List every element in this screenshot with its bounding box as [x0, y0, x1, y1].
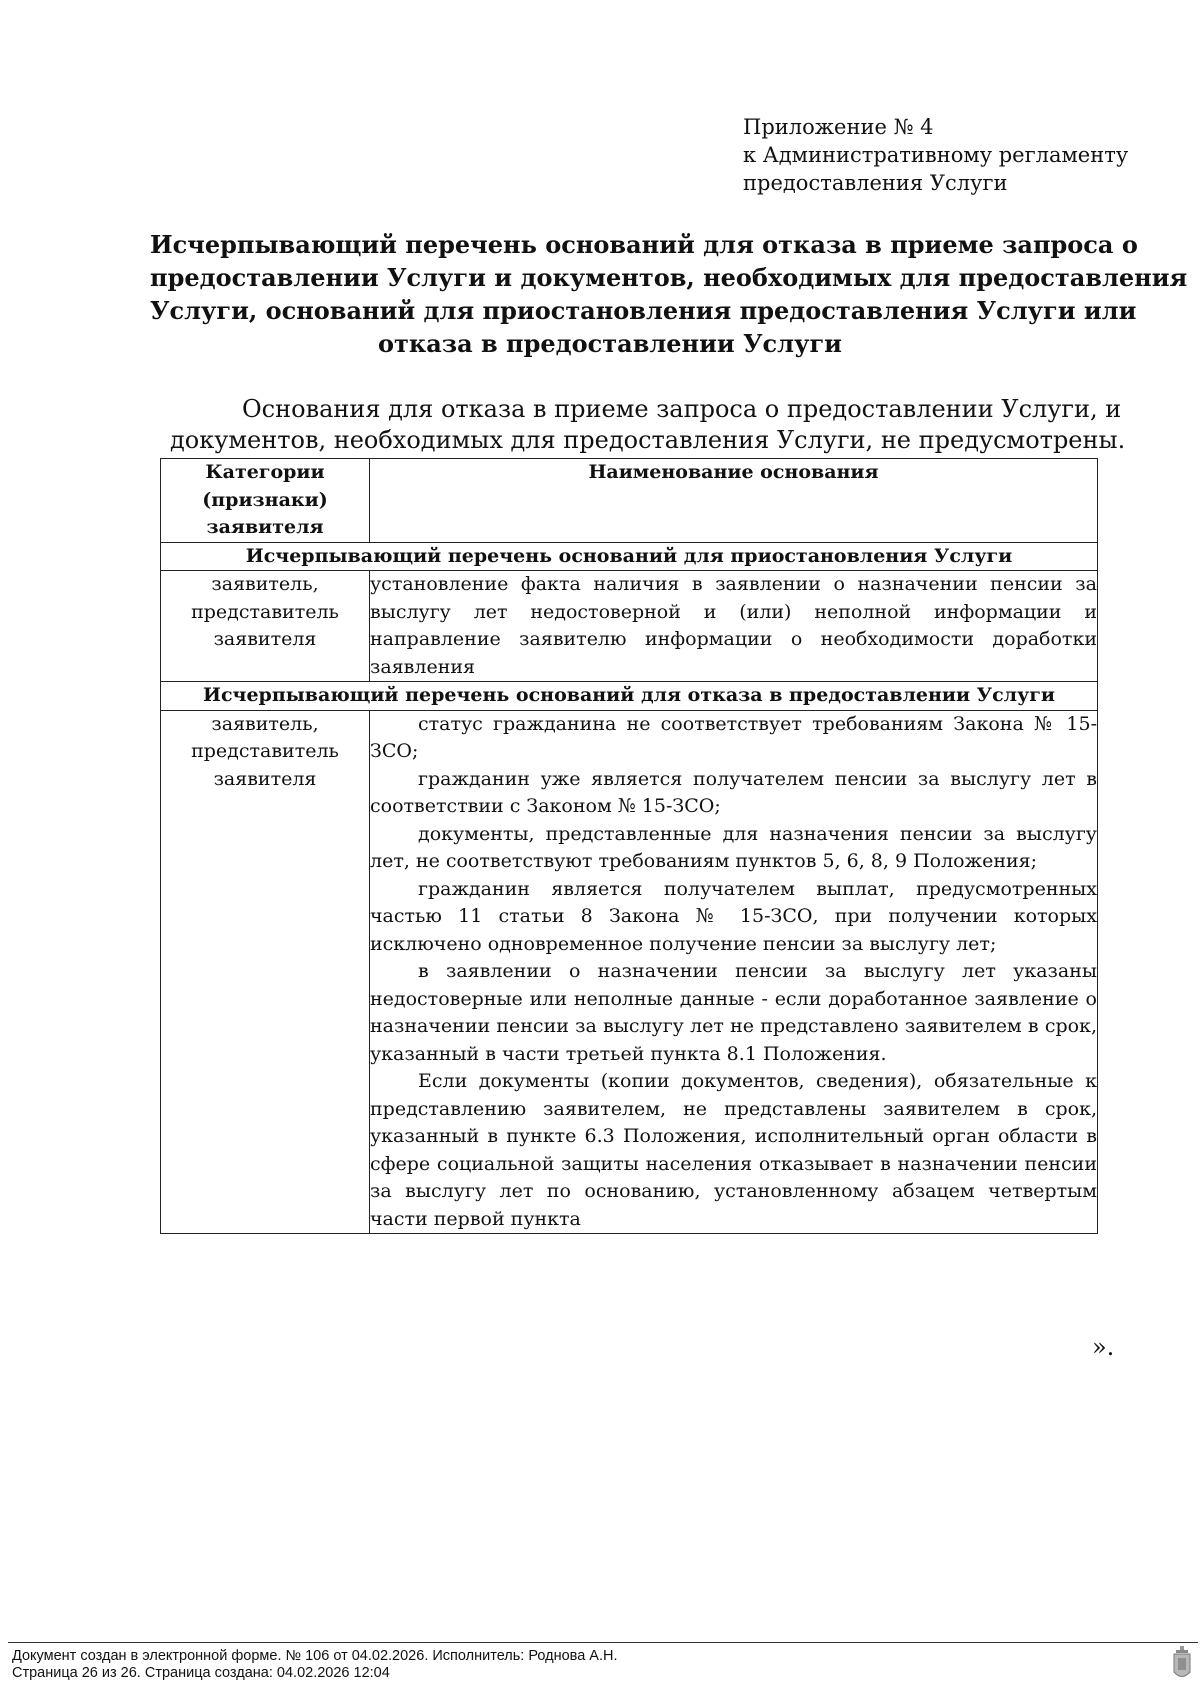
appendix-reference: к Административному регламенту [743, 143, 1129, 167]
section-title-suspension: Исчерпывающий перечень оснований для приостановления Услуги [161, 542, 1098, 571]
table-row [161, 571, 1098, 682]
section-row-suspension [161, 542, 1098, 571]
footer-line-1: Документ создан в электронной форме. № 106 от 04.02.2026. Исполнитель: Роднова А.Н. [12, 1648, 618, 1664]
title-line-4: отказа в предоставлении Услуги [378, 329, 842, 358]
appendix-number: Приложение № 4 [743, 115, 934, 139]
ground-text-cell [370, 571, 1098, 682]
ground-paragraph: в заявлении о назначении пенсии за выслугу лет указаны недостоверные или неполные данные - если доработанное заявление о назначении пенсии за выслугу лет не представлено заявителем в срок, указанный в части третьей пункта 8.1 Положения. [370, 960, 1097, 1065]
intro-paragraph [170, 394, 1126, 456]
intro-line-1: Основания для отказа в приеме запроса о предоставлении Услуги, и [242, 395, 1122, 423]
header-category: Категории (признаки) заявителя [161, 459, 370, 543]
appendix-header [743, 113, 1128, 197]
title-line-1: Исчерпывающий перечень оснований для отказа в приеме запроса о [150, 230, 1138, 259]
ground-paragraph: гражданин уже является получателем пенсии за выслугу лет в соответствии с Законом № 15-ЗСО; [370, 767, 1097, 817]
table-row [161, 710, 1098, 1234]
ground-text-cell [370, 710, 1098, 1234]
grounds-table [160, 458, 1098, 1234]
category-cell: заявитель, представитель заявителя [161, 710, 370, 1234]
header-name: Наименование основания [370, 459, 1098, 543]
document-footer [12, 1648, 618, 1682]
appendix-reference-cont: предоставления Услуги [743, 171, 1008, 195]
section-row-refusal [161, 682, 1098, 711]
coat-of-arms-icon [1172, 1646, 1192, 1682]
ground-paragraph: документы, представленные для назначения пенсии за выслугу лет, не соответствуют требованиям пунктов 5, 6, 8, 9 Положения; [370, 822, 1097, 872]
title-line-2: предоставлении Услуги и документов, необходимых для предоставления [150, 263, 1188, 292]
intro-line-2: документов, необходимых для предоставления Услуги, не предусмотрены. [170, 426, 1126, 454]
ground-paragraph: гражданин является получателем выплат, предусмотренных частью 11 статьи 8 Закона № 15-ЗСО, при получении которых исключено одновременное получение пенсии за выслугу лет; [370, 877, 1097, 955]
closing-quote: ». [1092, 1333, 1115, 1361]
table-header-row [161, 459, 1098, 543]
title-line-3: Услуги, оснований для приостановления предоставления Услуги или [150, 296, 1137, 325]
category-cell: заявитель, представитель заявителя [161, 571, 370, 682]
ground-paragraph: Если документы (копии документов, сведения), обязательные к представлению заявителем, не представлены заявителем в срок, указанный в пункте 6.3 Положения, исполнительный орган области в сфере социальной защиты населения отказывает в назначении пенсии за выслугу лет по основанию, установленному абзацем четвертым части первой пункта [370, 1070, 1097, 1230]
ground-paragraph: статус гражданина не соответствует требованиям Закона № 15-ЗСО; [370, 712, 1097, 762]
document-title [150, 228, 1188, 360]
ground-paragraph: установление факта наличия в заявлении о назначении пенсии за выслугу лет недостоверной и (или) неполной информации и направление заявителю информации о необходимости доработки заявления [370, 573, 1097, 678]
section-title-refusal: Исчерпывающий перечень оснований для отказа в предоставлении Услуги [161, 682, 1098, 711]
footer-divider [8, 1642, 1198, 1643]
footer-line-2: Страница 26 из 26. Страница создана: 04.02.2026 12:04 [12, 1665, 390, 1681]
